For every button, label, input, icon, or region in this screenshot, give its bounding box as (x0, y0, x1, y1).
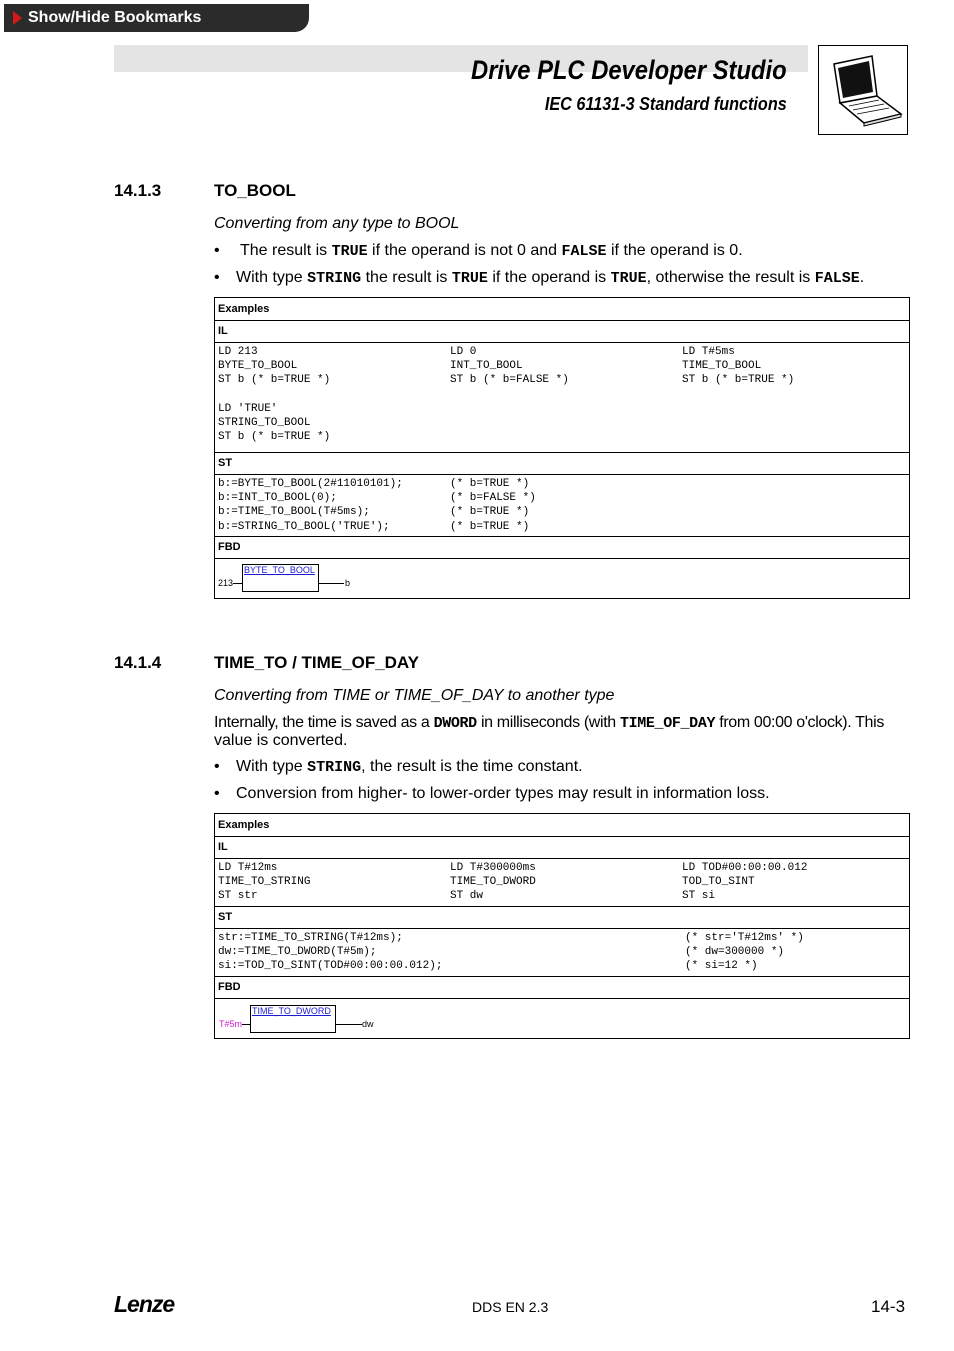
il-code-col3: LD TOD#00:00:00.012 TOD_TO_SINT ST si (682, 862, 808, 903)
fbd-input-wire (233, 583, 242, 584)
table-row (215, 836, 909, 858)
page-number: 14-3 (871, 1297, 906, 1316)
examples-table (214, 297, 910, 599)
table-row (215, 976, 909, 998)
il-code-col3: LD T#5ms TIME_TO_BOOL ST b (* b=TRUE *) (682, 346, 795, 387)
table-row (215, 474, 909, 536)
fbd-output-label: dw (362, 1019, 374, 1029)
fbd-diagram (215, 558, 909, 599)
laptop-icon (818, 45, 908, 135)
fbd-diagram (215, 998, 909, 1039)
table-row (215, 858, 909, 906)
bullet-dot: • (214, 758, 220, 775)
bullet-item: With type STRING, the result is the time constant. (236, 758, 583, 776)
section-number: 14.1.3 (114, 181, 162, 200)
table-row (215, 452, 909, 474)
fbd-block-name: TIME_TO_DWORD (252, 1006, 331, 1016)
row-label-fbd: FBD (218, 541, 241, 553)
fbd-output-wire (318, 583, 344, 584)
lenze-logo: Lenze (114, 1291, 175, 1317)
row-label-fbd: FBD (218, 981, 241, 993)
table-header-examples: Examples (218, 819, 270, 831)
il-code-col2: LD T#300000ms TIME_TO_DWORD ST dw (450, 862, 536, 903)
bullet-item: With type STRING the result is TRUE if the operand is TRUE, otherwise the result is FALSE. (236, 269, 865, 287)
section-paragraph: Internally, the time is saved as a DWORD in milliseconds (with TIME_OF_DAY from 00:00 o'clock). This value is converted. (214, 714, 884, 749)
table-header-examples: Examples (218, 303, 270, 315)
show-hide-bookmarks-button[interactable] (4, 4, 309, 32)
table-row (215, 906, 909, 928)
fbd-output-wire (335, 1024, 362, 1025)
table-row (215, 928, 909, 976)
row-label-il: IL (218, 325, 228, 337)
st-code-col1: str:=TIME_TO_STRING(T#12ms); dw:=TIME_TO_DWORD(T#5m); si:=TOD_TO_SINT(TOD#00:00:00.012); (218, 932, 443, 973)
section-title: TO_BOOL (214, 181, 296, 200)
fbd-input-label: 213 (218, 578, 234, 588)
st-code-col2: (* str='T#12ms' *) (* dw=300000 *) (* si=12 *) (685, 932, 804, 973)
document-title: Drive PLC Developer Studio (471, 55, 787, 85)
table-row (215, 536, 909, 558)
section-number: 14.1.4 (114, 653, 162, 672)
fbd-output-label: b (345, 578, 351, 588)
fbd-function-block (250, 1005, 336, 1033)
row-label-st: ST (218, 911, 233, 923)
il-code-col2: LD 0 INT_TO_BOOL ST b (* b=FALSE *) (450, 346, 569, 387)
bullet-dot: • (214, 242, 220, 259)
il-code-col1: LD 213 BYTE_TO_BOOL ST b (* b=TRUE *) LD 'TRUE' STRING_TO_BOOL ST b (* b=TRUE *) (218, 346, 331, 444)
fbd-input-label: T#5m (219, 1019, 243, 1029)
row-label-il: IL (218, 841, 228, 853)
table-row (215, 342, 909, 452)
il-code-col1: LD T#12ms TIME_TO_STRING ST str (218, 862, 311, 903)
document-code: DDS EN 2.3 (472, 1299, 549, 1315)
row-label-st: ST (218, 457, 233, 469)
table-row (215, 320, 909, 342)
st-code-col1: b:=BYTE_TO_BOOL(2#11010101); b:=INT_TO_BOOL(0); b:=TIME_TO_BOOL(T#5ms); b:=STRING_TO_BOOL('TRUE'); (218, 478, 403, 533)
section-title: TIME_TO / TIME_OF_DAY (214, 653, 419, 672)
bullet-item: Conversion from higher- to lower-order types may result in information loss. (236, 785, 770, 802)
bookmark-button-label: Show/Hide Bookmarks (28, 9, 202, 26)
fbd-function-block (242, 564, 319, 592)
bullet-dot: • (214, 269, 220, 286)
section-intro: Converting from TIME or TIME_OF_DAY to another type (214, 687, 615, 704)
fbd-block-name: BYTE_TO_BOOL (244, 565, 315, 575)
bullet-item: The result is TRUE if the operand is not 0 and FALSE if the operand is 0. (240, 242, 743, 260)
triangle-icon (13, 11, 22, 25)
fbd-input-wire (242, 1024, 250, 1025)
bullet-dot: • (214, 785, 220, 802)
examples-table (214, 813, 910, 1039)
document-subtitle: IEC 61131-3 Standard functions (545, 94, 787, 114)
section-intro: Converting from any type to BOOL (214, 215, 460, 232)
st-code-col2: (* b=TRUE *) (* b=FALSE *) (* b=TRUE *) (* b=TRUE *) (450, 478, 536, 533)
